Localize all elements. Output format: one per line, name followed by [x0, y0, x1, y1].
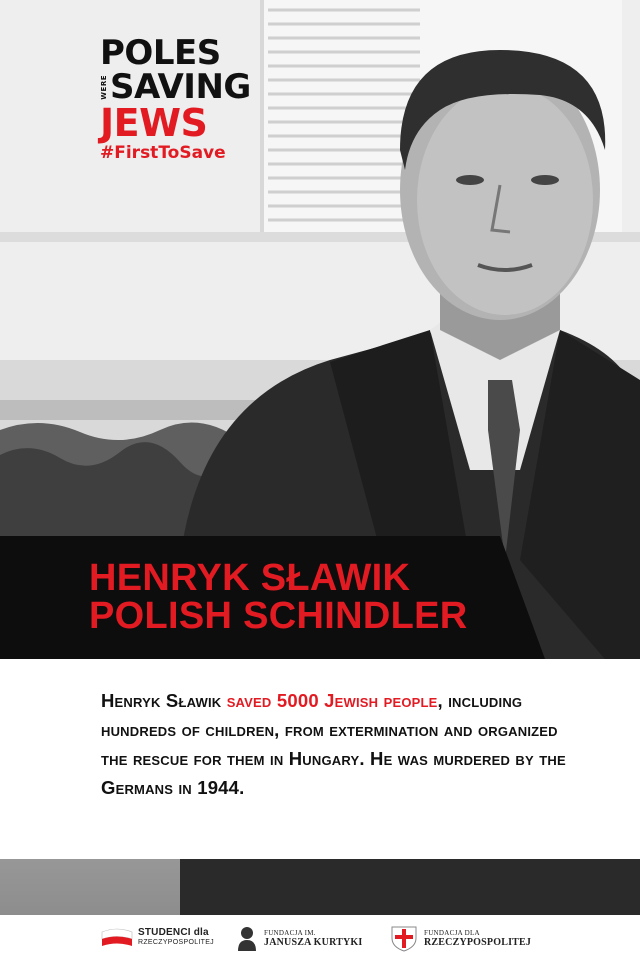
campaign-logo [100, 33, 251, 164]
description-part-2: , including hundreds of children, from extermination and organized the rescue for them in Hungary. He was murdered by the Germans in 1944. [101, 690, 566, 798]
description-text [101, 686, 571, 802]
footer [0, 915, 640, 960]
logo-saving: SAVING [110, 67, 251, 107]
headline-subtitle: POLISH SCHINDLER [89, 595, 468, 637]
sponsor-studenci [100, 922, 214, 954]
sponsor-fundacja [388, 922, 531, 954]
polish-flag-icon [100, 926, 134, 950]
headline-name: HENRYK SŁAWIK [89, 557, 411, 599]
logo-saving-row [100, 67, 251, 107]
sponsor-kurtyka-top: FUNDACJA IM. [264, 929, 316, 937]
sponsor-studenci-top: STUDENCI dla [138, 927, 209, 938]
sponsor-fundacja-top: FUNDACJA DLA [424, 929, 480, 937]
sponsor-kurtyka [236, 922, 363, 954]
description-part-1: Henryk Sławik [101, 690, 227, 711]
sponsor-kurtyka-bottom: JANUSZA KURTYKI [264, 937, 363, 948]
shield-cross-icon [388, 924, 420, 952]
logo-were: WERE [100, 74, 108, 100]
logo-jews: JEWS [100, 101, 208, 145]
logo-poles: POLES [100, 33, 221, 73]
portrait-silhouette-icon [236, 925, 258, 951]
description-highlight: saved 5000 Jewish people [226, 690, 438, 711]
sponsor-fundacja-bottom: RZECZYPOSPOLITEJ [424, 937, 532, 948]
logo-hashtag: #FirstToSave [100, 143, 226, 163]
sponsor-studenci-bottom: RZECZYPOSPOLITEJ [138, 939, 214, 946]
